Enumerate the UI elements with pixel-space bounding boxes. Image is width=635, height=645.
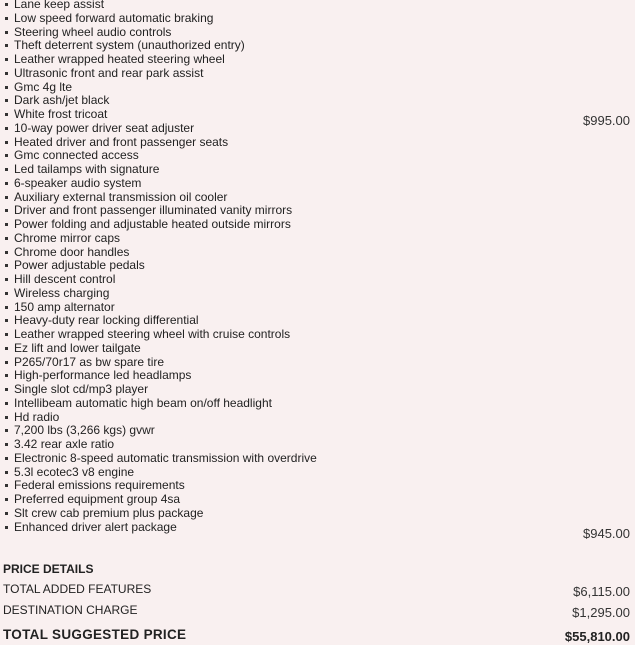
bullet-icon (5, 484, 8, 487)
bullet-icon (5, 44, 8, 47)
feature-item (0, 0, 635, 12)
total-added-features-value: $6,115.00 (573, 584, 630, 599)
feature-item (0, 259, 635, 273)
bullet-icon (5, 457, 8, 460)
feature-label: P265/70r17 as bw spare tire (14, 354, 165, 369)
bullet-icon (5, 168, 8, 171)
total-suggested-price-row (0, 627, 635, 645)
feature-label: Theft deterrent system (unauthorized entry) (14, 38, 245, 53)
feature-item (0, 342, 635, 356)
bullet-icon (5, 333, 8, 336)
bullet-icon (5, 58, 8, 61)
feature-item (0, 81, 635, 95)
bullet-icon (5, 86, 8, 89)
feature-item (0, 177, 635, 191)
feature-label: Leather wrapped heated steering wheel (14, 52, 225, 66)
feature-label: Heated driver and front passenger seats (14, 134, 229, 149)
feature-label: Ez lift and lower tailgate (14, 340, 141, 355)
bullet-icon (5, 361, 8, 364)
feature-label: Gmc 4g lte (14, 79, 73, 94)
bullet-icon (5, 388, 8, 391)
bullet-icon (5, 31, 8, 34)
feature-item (0, 246, 635, 260)
feature-item (0, 369, 635, 383)
feature-price: $945.00 (583, 525, 630, 541)
feature-label: Power adjustable pedals (14, 258, 145, 273)
feature-item (0, 67, 635, 81)
feature-label: Intellibeam automatic high beam on/off headlight (14, 395, 272, 410)
bullet-icon (5, 443, 8, 446)
bullet-icon (5, 306, 8, 309)
feature-price: $995.00 (583, 113, 630, 128)
feature-label: 6-speaker audio system (14, 175, 142, 190)
bullet-icon (5, 209, 8, 212)
bullet-icon (5, 223, 8, 226)
bullet-icon (5, 292, 8, 295)
bullet-icon (5, 319, 8, 322)
bullet-icon (5, 113, 8, 116)
feature-item (0, 466, 635, 480)
bullet-icon (5, 127, 8, 130)
feature-item (0, 356, 635, 370)
feature-label: Gmc connected access (14, 148, 139, 163)
feature-label: Low speed forward automatic braking (14, 10, 214, 25)
feature-item (0, 218, 635, 232)
feature-label: 3.42 rear axle ratio (14, 437, 115, 451)
feature-item (0, 53, 635, 67)
bullet-icon (5, 402, 8, 405)
feature-label: Hd radio (14, 409, 60, 424)
price-details-heading: PRICE DETAILS (3, 562, 94, 576)
feature-item (0, 507, 635, 521)
feature-item (0, 424, 635, 438)
feature-item (0, 383, 635, 397)
feature-item (0, 191, 635, 205)
feature-label: 7,200 lbs (3,266 kgs) gvwr (14, 423, 155, 438)
bullet-icon (5, 512, 8, 515)
destination-charge-row (0, 603, 635, 621)
feature-label: 10-way power driver seat adjuster (14, 120, 195, 135)
total-added-features-row (0, 582, 635, 600)
feature-item (0, 452, 635, 466)
bullet-icon (5, 347, 8, 350)
bullet-icon (5, 416, 8, 419)
feature-label: 5.3l ecotec3 v8 engine (14, 464, 135, 479)
bullet-icon (5, 99, 8, 102)
feature-label: Auxiliary external transmission oil cooler (14, 189, 228, 204)
feature-label: Federal emissions requirements (14, 478, 185, 493)
bullet-icon (5, 237, 8, 240)
feature-item (0, 39, 635, 53)
feature-label: Slt crew cab premium plus package (14, 505, 204, 520)
feature-label: Led tailamps with signature (14, 162, 160, 176)
feature-item (0, 136, 635, 150)
feature-label: White frost tricoat (14, 107, 108, 121)
bullet-icon (5, 196, 8, 199)
bullet-icon (5, 154, 8, 157)
feature-label: Electronic 8-speed automatic transmission with overdrive (14, 450, 317, 465)
bullet-icon (5, 17, 8, 20)
feature-label: Chrome mirror caps (14, 230, 121, 245)
bullet-icon (5, 3, 8, 6)
feature-label: Ultrasonic front and rear park assist (14, 65, 204, 80)
bullet-icon (5, 429, 8, 432)
feature-label: Wireless charging (14, 285, 110, 300)
total-suggested-price-value: $55,810.00 (564, 629, 630, 644)
feature-item (0, 273, 635, 287)
feature-label: 150 amp alternator (14, 299, 115, 314)
feature-item (0, 232, 635, 246)
feature-label: Leather wrapped steering wheel with cruise controls (14, 327, 291, 341)
feature-label: Steering wheel audio controls (14, 24, 172, 39)
bullet-icon (5, 526, 8, 529)
feature-item (0, 314, 635, 328)
bullet-icon (5, 251, 8, 254)
destination-charge-label: DESTINATION CHARGE (3, 603, 138, 617)
destination-charge-value: $1,295.00 (572, 605, 630, 620)
feature-item (0, 519, 635, 541)
bullet-icon (5, 72, 8, 75)
feature-label: Lane keep assist (14, 0, 105, 11)
feature-item (0, 438, 635, 452)
feature-item (0, 149, 635, 163)
feature-item (0, 26, 635, 40)
total-suggested-price-label: TOTAL SUGGESTED PRICE (3, 627, 187, 642)
feature-item (0, 163, 635, 177)
feature-label: Preferred equipment group 4sa (14, 492, 181, 506)
feature-label: Heavy-duty rear locking differential (14, 313, 199, 328)
bullet-icon (5, 278, 8, 281)
feature-label: Chrome door handles (14, 244, 130, 259)
bullet-icon (5, 471, 8, 474)
feature-label: Driver and front passenger illuminated vanity mirrors (14, 203, 293, 218)
feature-label: Enhanced driver alert package (14, 519, 177, 534)
bullet-icon (5, 498, 8, 501)
feature-item (0, 287, 635, 301)
feature-label: Dark ash/jet black (14, 93, 110, 108)
bullet-icon (5, 141, 8, 144)
feature-item (0, 493, 635, 507)
feature-item (0, 12, 635, 26)
feature-item (0, 94, 635, 108)
feature-item (0, 397, 635, 411)
bullet-icon (5, 374, 8, 377)
feature-label: Power folding and adjustable heated outside mirrors (14, 217, 291, 231)
total-added-features-label: TOTAL ADDED FEATURES (3, 582, 152, 596)
bullet-icon (5, 182, 8, 185)
feature-item (0, 328, 635, 342)
feature-item (0, 122, 635, 136)
feature-label: High-performance led headlamps (14, 368, 192, 383)
feature-item (0, 204, 635, 218)
feature-item (0, 301, 635, 315)
feature-item (0, 411, 635, 425)
bullet-icon (5, 264, 8, 267)
feature-item (0, 479, 635, 493)
feature-label: Single slot cd/mp3 player (14, 382, 149, 396)
feature-label: Hill descent control (14, 272, 116, 286)
